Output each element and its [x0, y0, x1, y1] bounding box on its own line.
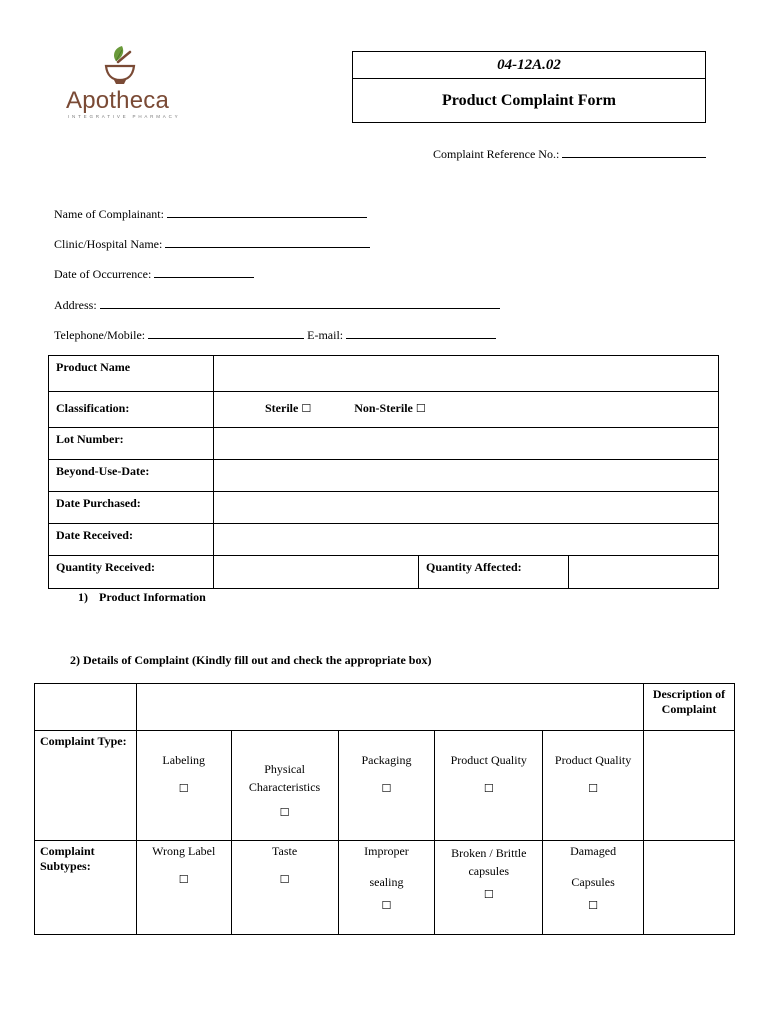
- complainant-field: [54, 205, 367, 222]
- table-row: [49, 392, 719, 428]
- subtype-taste-cell: [231, 841, 338, 935]
- date-received-cell[interactable]: [214, 524, 719, 556]
- complainant-input-line[interactable]: [167, 205, 367, 218]
- section-1-title: Product Information: [99, 590, 206, 604]
- beyond-use-date-label: Beyond-Use-Date:: [49, 460, 214, 492]
- logo-wordmark: Apotheca: [66, 87, 170, 114]
- description-type-cell[interactable]: [644, 731, 735, 841]
- description-header: Description of Complaint: [644, 684, 735, 731]
- section-1-number: 1): [78, 590, 88, 604]
- subtype-taste-label: Taste: [272, 844, 298, 858]
- quantity-received-cell[interactable]: [214, 556, 419, 589]
- subtype-broken-capsules-checkbox[interactable]: ☐: [483, 888, 494, 901]
- table-row: [35, 684, 735, 731]
- reference-input-line[interactable]: [562, 145, 706, 158]
- form-code: 04-12A.02: [353, 52, 705, 79]
- type-quality-checkbox-1[interactable]: ☐: [483, 782, 494, 795]
- non-sterile-label: Non-Sterile: [354, 401, 413, 415]
- subtype-improper-sealing-checkbox[interactable]: ☐: [381, 899, 392, 912]
- subtype-wrong-label-checkbox[interactable]: ☐: [178, 873, 189, 886]
- apotheca-logo: [62, 44, 192, 124]
- classification-cell: [214, 392, 719, 428]
- date-purchased-label: Date Purchased:: [49, 492, 214, 524]
- type-physical-checkbox[interactable]: ☐: [279, 806, 290, 819]
- type-labeling-checkbox[interactable]: ☐: [178, 782, 189, 795]
- product-name-label: Product Name: [49, 356, 214, 392]
- table-row: [49, 524, 719, 556]
- table-row: [49, 428, 719, 460]
- clinic-field: [54, 235, 370, 252]
- subtype-improper-sealing-cell: [338, 841, 435, 935]
- non-sterile-checkbox[interactable]: ☐: [415, 402, 426, 415]
- section-1-heading: [78, 590, 206, 605]
- type-packaging-cell: [338, 731, 435, 841]
- table-row: [35, 841, 735, 935]
- table-row: [49, 492, 719, 524]
- subtype-broken-capsules-cell: [435, 841, 543, 935]
- quantity-received-label: Quantity Received:: [49, 556, 214, 589]
- type-quality-label-2: Product Quality: [554, 753, 632, 767]
- subtype-improper-sealing-label: Improper sealing: [364, 844, 409, 889]
- type-quality-checkbox-2[interactable]: ☐: [588, 782, 599, 795]
- table-row: [49, 556, 719, 589]
- type-physical-label: Physical Characteristics: [248, 762, 321, 794]
- subtype-wrong-label-cell: [136, 841, 231, 935]
- type-labeling-label: Labeling: [162, 753, 206, 767]
- date-received-label: Date Received:: [49, 524, 214, 556]
- classification-label: Classification:: [49, 392, 214, 428]
- type-quality-cell-1: [435, 731, 543, 841]
- section-2-heading: 2) Details of Complaint (Kindly fill out and check the appropriate box): [70, 653, 432, 667]
- quantity-affected-label: Quantity Affected:: [419, 556, 569, 589]
- complaint-subtypes-label: Complaint Subtypes:: [35, 841, 137, 935]
- date-occurrence-input-line[interactable]: [154, 265, 254, 278]
- sterile-checkbox[interactable]: ☐: [301, 402, 312, 415]
- type-quality-cell-2: [543, 731, 644, 841]
- empty-corner-cell: [35, 684, 137, 731]
- date-purchased-cell[interactable]: [214, 492, 719, 524]
- email-input-line[interactable]: [346, 326, 496, 339]
- contact-field: [54, 326, 496, 343]
- table-row: [49, 356, 719, 392]
- type-labeling-cell: [136, 731, 231, 841]
- beyond-use-date-cell[interactable]: [214, 460, 719, 492]
- complainant-label: Name of Complainant:: [54, 207, 164, 221]
- table-row: [49, 460, 719, 492]
- subtype-wrong-label-label: Wrong Label: [152, 844, 216, 858]
- lot-number-cell[interactable]: [214, 428, 719, 460]
- complaint-details-table: [34, 683, 735, 935]
- date-occurrence-label: Date of Occurrence:: [54, 267, 152, 281]
- type-packaging-checkbox[interactable]: ☐: [381, 782, 392, 795]
- logo-tagline: INTEGRATIVE PHARMACY: [68, 114, 181, 119]
- description-subtype-cell[interactable]: [644, 841, 735, 935]
- product-info-table: [48, 355, 719, 589]
- complaint-type-label: Complaint Type:: [35, 731, 137, 841]
- form-header-box: [352, 51, 706, 123]
- type-quality-label-1: Product Quality: [450, 753, 527, 767]
- subtype-broken-capsules-label: Broken / Brittle capsules: [451, 846, 527, 878]
- table-row: [35, 731, 735, 841]
- lot-number-label: Lot Number:: [49, 428, 214, 460]
- form-title: Product Complaint Form: [442, 92, 616, 109]
- sterile-label: Sterile: [265, 401, 299, 415]
- clinic-input-line[interactable]: [165, 235, 370, 248]
- telephone-input-line[interactable]: [148, 326, 304, 339]
- clinic-label: Clinic/Hospital Name:: [54, 237, 163, 251]
- subtype-damaged-capsules-cell: [543, 841, 644, 935]
- subtype-taste-checkbox[interactable]: ☐: [279, 873, 290, 886]
- address-label: Address:: [54, 298, 97, 312]
- telephone-label: Telephone/Mobile:: [54, 328, 146, 342]
- type-physical-cell: [231, 731, 338, 841]
- subtype-damaged-capsules-checkbox[interactable]: ☐: [588, 899, 599, 912]
- quantity-affected-cell[interactable]: [569, 556, 719, 589]
- email-label: E-mail:: [307, 328, 344, 342]
- address-input-line[interactable]: [100, 296, 500, 309]
- address-field: [54, 296, 500, 313]
- complaint-reference: [433, 145, 706, 162]
- date-occurrence-field: [54, 265, 254, 282]
- subtype-damaged-capsules-label: Damaged Capsules: [570, 844, 617, 889]
- reference-label: Complaint Reference No.:: [433, 147, 560, 161]
- empty-header-cell: [136, 684, 643, 731]
- type-packaging-label: Packaging: [361, 753, 412, 767]
- product-name-cell[interactable]: [214, 356, 719, 392]
- mortar-pestle-leaf-icon: [100, 44, 140, 88]
